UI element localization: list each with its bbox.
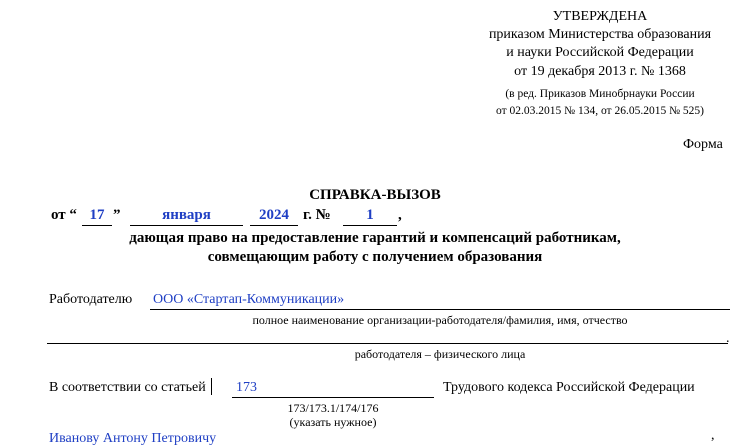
number-field[interactable]: 1 [366,207,374,223]
subtitle-line-2: совмещающим работу с получением образования [207,249,543,265]
employer-underline-2 [47,343,728,344]
amendment-line-2: от 02.03.2015 № 134, от 26.05.2015 № 525) [495,105,705,117]
quote-close: ” [113,207,121,223]
year-underline [250,225,298,226]
person-comma: , [711,428,715,443]
number-comma: , [398,207,402,223]
year-suffix: г. № [303,207,331,223]
number-underline [343,225,397,226]
from-label: от “ [51,207,77,223]
day-field[interactable]: 17 [89,207,105,223]
approval-line-2: и науки Российской Федерации [506,45,694,60]
employer-field[interactable]: ООО «Стартап-Коммуникации» [153,292,345,307]
article-field[interactable]: 173 [236,380,257,395]
subtitle-line-1: дающая право на предоставление гарантий и компенсаций работникам, [129,230,621,246]
person-field[interactable]: Иванову Антону Петровичу [49,431,217,446]
employer-underline [150,309,730,310]
month-field[interactable]: января [162,207,211,223]
amendment-line-1: (в ред. Приказов Минобрнауки России [505,88,695,100]
approval-line-1: приказом Министерства образования [488,27,712,42]
approval-line-3: от 19 декабря 2013 г. № 1368 [514,64,686,79]
employer-hint-2: работодателя – физического лица [354,347,526,361]
day-underline [82,225,112,226]
month-underline [130,225,243,226]
article-hint-2: (указать нужное) [289,415,377,429]
article-suffix: Трудового кодекса Российской Федерации [443,380,695,395]
employer-label: Работодателю [49,292,133,307]
article-underline [232,397,434,398]
form-label: Форма [683,137,723,152]
text-cursor [211,378,212,395]
employer-hint: полное наименование организации-работодателя/фамилия, имя, отчество [252,313,628,327]
article-prefix: В соответствии со статьей [49,380,206,395]
employer-period: . [726,331,730,346]
document-title: СПРАВКА-ВЫЗОВ [309,187,441,203]
year-field[interactable]: 2024 [259,207,289,223]
approval-title: УТВЕРЖДЕНА [552,9,648,24]
article-hint-1: 173/173.1/174/176 [287,401,379,415]
